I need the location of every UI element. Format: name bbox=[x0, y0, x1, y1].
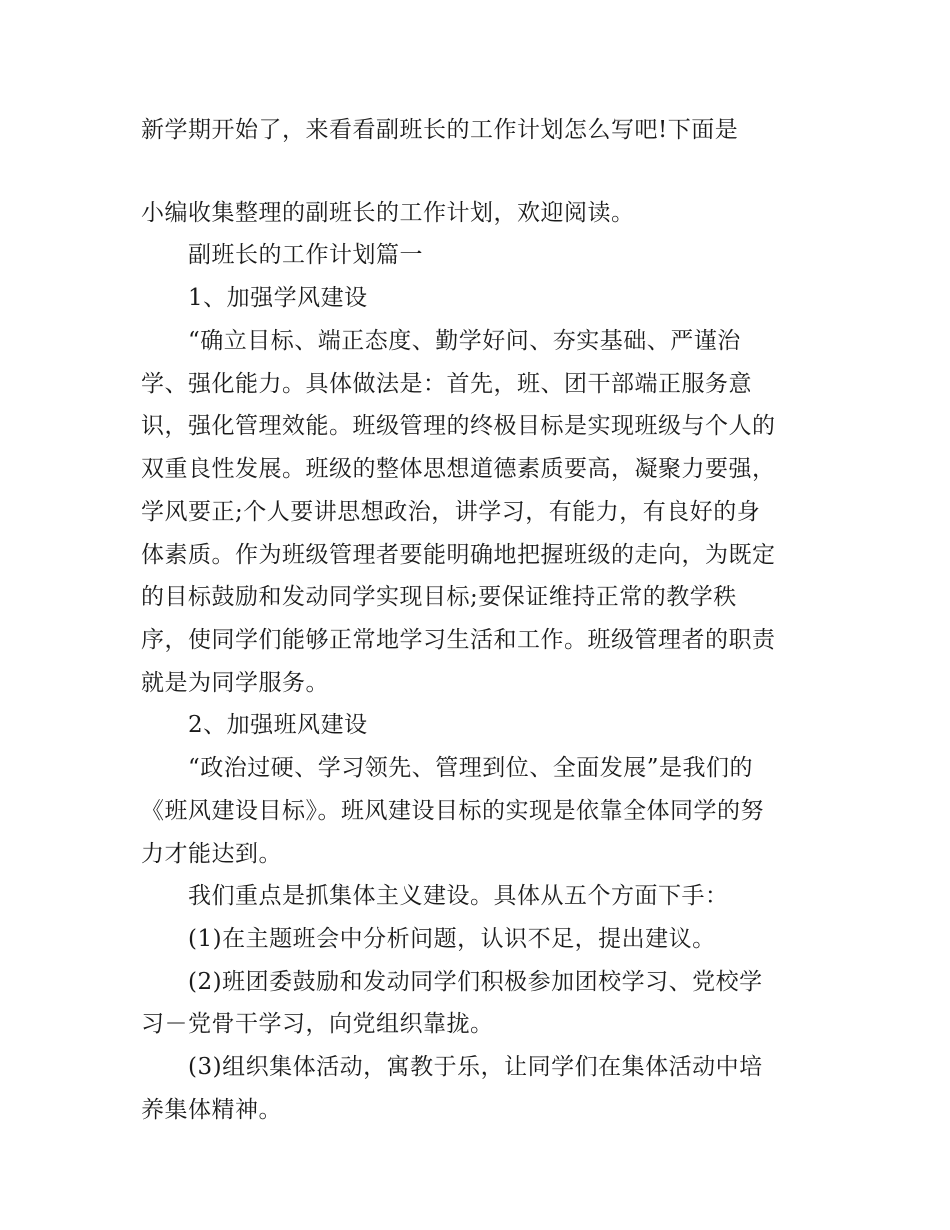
list-item-continuation: 习－党骨干学习，向党组织靠拢。 bbox=[141, 1011, 494, 1037]
list-item: (1)在主题班会中分析问题，认识不足，提出建议。 bbox=[188, 926, 716, 952]
paragraph-line: 序，使同学们能够正常地学习生活和工作。班级管理者的职责 bbox=[141, 627, 776, 653]
intro-line-2: 小编收集整理的副班长的工作计划，欢迎阅读。 bbox=[141, 200, 635, 226]
article-heading: 副班长的工作计划篇一 bbox=[188, 242, 423, 268]
intro-line-1: 新学期开始了，来看看副班长的工作计划怎么写吧!下面是 bbox=[141, 117, 739, 143]
paragraph-line: 力才能达到。 bbox=[141, 841, 282, 867]
paragraph-line: 就是为同学服务。 bbox=[141, 670, 329, 696]
paragraph-line: “确立目标、端正态度、勤学好问、夯实基础、严谨治 bbox=[188, 328, 741, 354]
paragraph-line: 的目标鼓励和发动同学实现目标;要保证维持正常的教学秩 bbox=[141, 584, 737, 610]
paragraph-line: 《班风建设目标》。班风建设目标的实现是依靠全体同学的努 bbox=[141, 798, 764, 824]
paragraph-line: 双重良性发展。班级的整体思想道德素质要高，凝聚力要强， bbox=[141, 456, 776, 482]
paragraph-line: 学、强化能力。具体做法是：首先，班、团干部端正服务意 bbox=[141, 371, 752, 397]
section-heading-1: 1、加强学风建设 bbox=[188, 285, 368, 311]
paragraph-line: 体素质。作为班级管理者要能明确地把握班级的走向，为既定 bbox=[141, 542, 776, 568]
paragraph-line: 识，强化管理效能。班级管理的终极目标是实现班级与个人的 bbox=[141, 413, 776, 439]
list-item: (3)组织集体活动，寓教于乐，让同学们在集体活动中培 bbox=[188, 1054, 763, 1080]
paragraph-line: “政治过硬、学习领先、管理到位、全面发展”是我们的 bbox=[188, 755, 754, 781]
list-item-continuation: 养集体精神。 bbox=[141, 1097, 282, 1123]
paragraph-line: 我们重点是抓集体主义建设。具体从五个方面下手： bbox=[188, 883, 729, 909]
section-heading-2: 2、加强班风建设 bbox=[188, 712, 368, 738]
list-item: (2)班团委鼓励和发动同学们积极参加团校学习、党校学 bbox=[188, 969, 763, 995]
paragraph-line: 学风要正;个人要讲思想政治，讲学习，有能力，有良好的身 bbox=[141, 499, 761, 525]
